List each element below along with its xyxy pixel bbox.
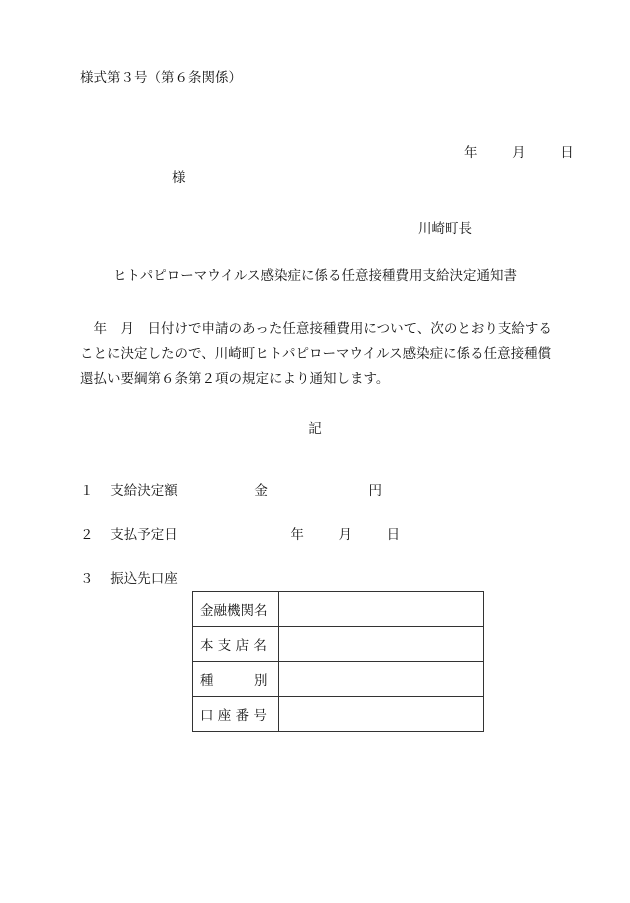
- item-label: 支払予定日: [110, 527, 178, 543]
- account-table: [192, 591, 484, 732]
- amount-en: 円: [368, 483, 382, 499]
- item-label: 支給決定額: [110, 483, 178, 499]
- date-line: [464, 141, 574, 161]
- payment-day: 日: [386, 527, 401, 543]
- ki-heading: 記: [308, 421, 322, 437]
- account-row-label: 種 別: [193, 662, 279, 697]
- payment-month: 月: [338, 527, 352, 543]
- item-label: 振込先口座: [110, 571, 178, 587]
- item-amount: [80, 479, 382, 499]
- body-line: ことに決定したので、川崎町ヒトパピローマウイルス感染症に係る任意接種償: [80, 346, 552, 362]
- table-row: [193, 662, 484, 697]
- account-row-value[interactable]: [278, 662, 483, 697]
- item-account: [80, 567, 178, 587]
- account-row-label: 口 座 番 号: [193, 697, 279, 732]
- item-payment-date: [80, 523, 400, 543]
- account-row-label: 本 支 店 名: [193, 627, 279, 662]
- table-row: [193, 697, 484, 732]
- account-row-value[interactable]: [278, 592, 483, 627]
- issuer: 川崎町長: [418, 221, 472, 237]
- addressee: 様: [172, 170, 186, 186]
- account-row-value[interactable]: [278, 627, 483, 662]
- table-row: [193, 627, 484, 662]
- body-text: [80, 317, 560, 392]
- item-number: ２: [80, 527, 94, 543]
- amount-kin: 金: [254, 483, 268, 499]
- date-year: 年: [464, 145, 478, 161]
- date-day: 日: [560, 145, 574, 161]
- payment-year: 年: [290, 527, 304, 543]
- date-month: 月: [512, 145, 526, 161]
- form-number: 様式第３号（第６条関係）: [80, 70, 242, 86]
- item-number: ３: [80, 571, 94, 587]
- account-row-value[interactable]: [278, 697, 483, 732]
- account-row-label: 金融機関名: [193, 592, 279, 627]
- table-row: [193, 592, 484, 627]
- item-number: １: [80, 483, 94, 499]
- body-line: 還払い要綱第６条第２項の規定により通知します。: [80, 371, 390, 387]
- body-line: 年 月 日付けで申請のあった任意接種費用について、次のとおり支給する: [80, 321, 552, 337]
- document-title: ヒトパピローマウイルス感染症に係る任意接種費用支給決定通知書: [113, 268, 517, 284]
